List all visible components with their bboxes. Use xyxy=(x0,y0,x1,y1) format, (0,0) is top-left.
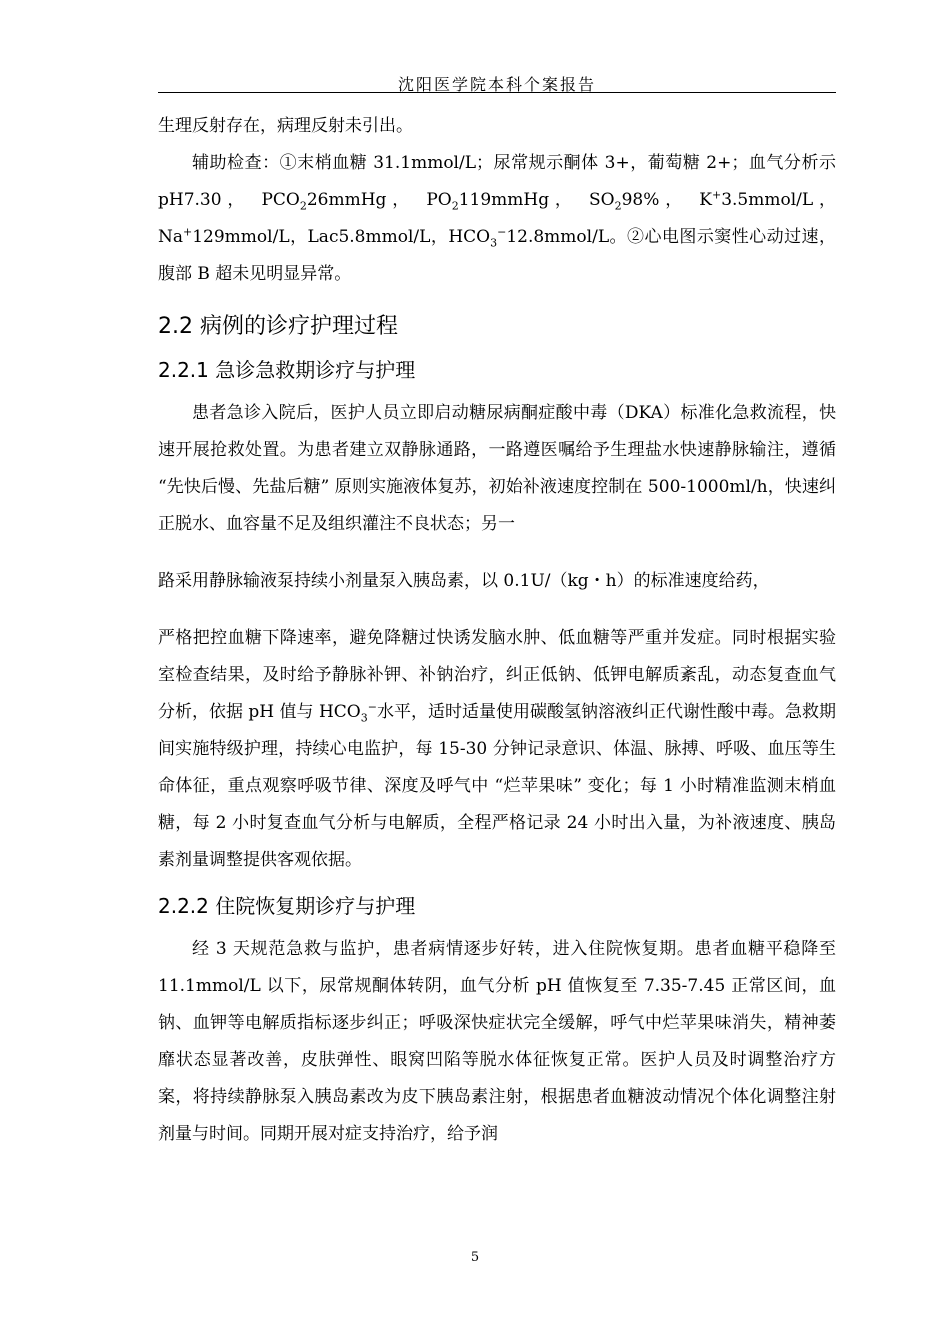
paragraph-emergency-1: 患者急诊入院后，医护人员立即启动糖尿病酮症酸中毒（DKA）标准化急救流程，快速开展抢救处置。为患者建立双静脉通路，一路遵医嘱给予生理盐水快速静脉输注，遵循 “先快后慢、先盐后糖” 原则实施液体复苏，初始补液速度控制在 500-1000ml/h，快速纠正脱水、血容量不足及组织灌注不良状态；另一 xyxy=(158,403,836,534)
heading-2-2: 2.2 病例的诊疗护理过程 xyxy=(158,314,398,339)
aux-sup-3: − xyxy=(497,225,507,239)
heading-2-2-2: 2.2.2 住院恢复期诊疗与护理 xyxy=(158,894,416,918)
paragraph-auxiliary-exam xyxy=(158,145,836,293)
aux-text-3: 119mmHg， SO xyxy=(458,190,615,210)
aux-text-4: 98%， K xyxy=(621,190,712,210)
aux-text-1: 辅助检查：①末梢血糖 31.1mmol/L；尿常规示酮体 3+，葡萄糖 2+；血气分析示 pH7.30， PCO xyxy=(158,153,836,210)
emergency-text-a: 严格把控血糖下降速率，避免降糖过快诱发脑水肿、低血糖等严重并发症。同时根据实验室检查结果，及时给予静脉补钾、补钠治疗，纠正低钠、低钾电解质紊乱，动态复查血气分析，依据 pH 值与 HCO xyxy=(158,628,836,722)
paragraph-recovery: 经 3 天规范急救与监护，患者病情逐步好转，进入住院恢复期。患者血糖平稳降至 11.1mmol/L 以下，尿常规酮体转阴，血气分析 pH 值恢复至 7.35-7.45 正常区间，血钠、血钾等电解质指标逐步纠正；呼吸深快症状完全缓解，呼气中烂苹果味消失，精神萎靡状态显著改善，皮肤弹性、眼窝凹陷等脱水体征恢复正常。医护人员及时调整治疗方案，将持续静脉泵入胰岛素改为皮下胰岛素注射，根据患者血糖波动情况个体化调整注射剂量与时间。同期开展对症支持治疗，给予润 xyxy=(158,939,836,1144)
hco3-sup: − xyxy=(367,700,377,714)
page-header: 沈阳医学院本科个案报告 xyxy=(397,75,596,94)
paragraph-reflex: 生理反射存在，病理反射未引出。 xyxy=(158,116,413,136)
aux-sub-2: 2 xyxy=(451,199,459,213)
hco3-sub: 3 xyxy=(360,711,368,725)
aux-sub-3: 2 xyxy=(614,199,622,213)
aux-text-7: 12.8mmol/L。②心电图示窦性心动过速，腹部 B 超未见明显异常。 xyxy=(158,227,836,284)
aux-text-6: 129mmol/L，Lac5.8mmol/L，HCO xyxy=(192,227,491,247)
header-rule xyxy=(158,92,836,93)
aux-sup-1: + xyxy=(711,188,722,202)
paragraph-gap xyxy=(158,543,836,563)
aux-sub-4: 3 xyxy=(490,236,498,250)
aux-text-2: 26mmHg， PO xyxy=(306,190,452,210)
aux-sub-1: 2 xyxy=(299,199,307,213)
paragraph-gap xyxy=(158,600,836,620)
paragraph-emergency-3 xyxy=(158,620,836,879)
aux-text-5: 3.5mmol/L， Na xyxy=(158,190,836,247)
emergency-text-b: 水平，适时适量使用碳酸氢钠溶液纠正代谢性酸中毒。急救期间实施特级护理，持续心电监护，每 15-30 分钟记录意识、体温、脉搏、呼吸、血压等生命体征，重点观察呼吸节律、深度及呼气中 “烂苹果味” 变化；每 1 小时精准监测末梢血糖，每 2 小时复查血气分析与电解质，全程严格记录 24 小时出入量，为补液速度、胰岛素剂量调整提供客观依据。 xyxy=(158,702,836,870)
paragraph-emergency-2: 路采用静脉输液泵持续小剂量泵入胰岛素，以 0.1U/（kg・h）的标准速度给药， xyxy=(158,571,770,591)
heading-2-2-1: 2.2.1 急诊急救期诊疗与护理 xyxy=(158,358,416,382)
aux-sup-2: + xyxy=(183,225,193,239)
page-number: 5 xyxy=(470,1250,480,1265)
page-content xyxy=(158,108,836,1153)
